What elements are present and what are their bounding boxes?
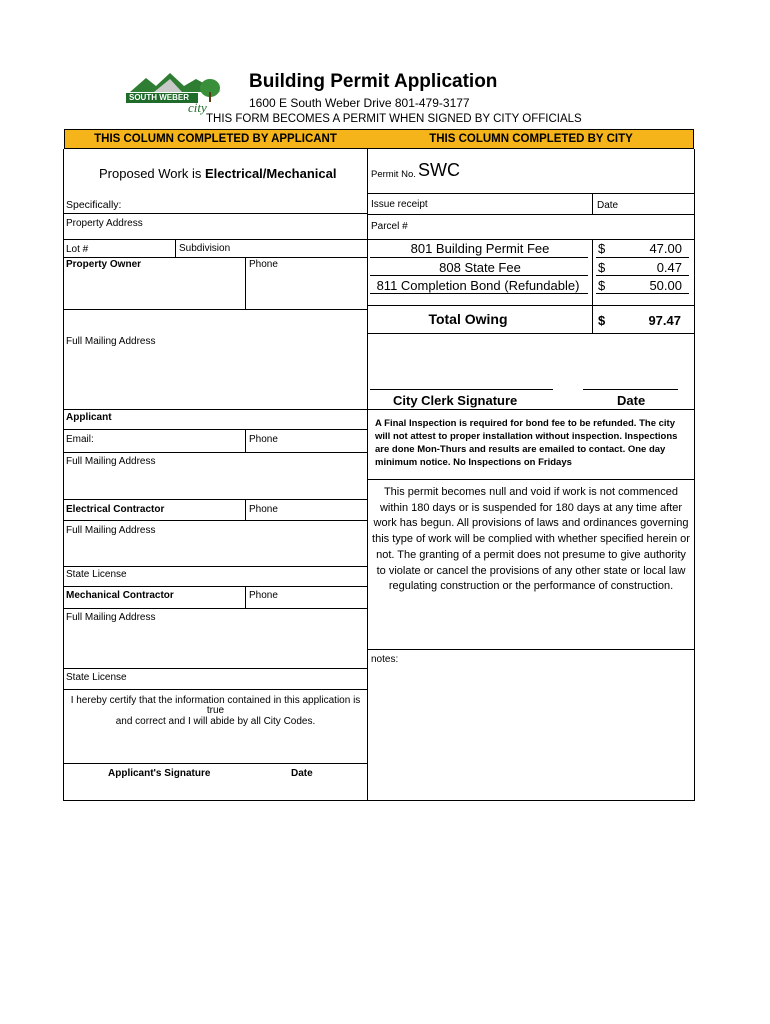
permit-no-label: Permit No. — [371, 169, 416, 180]
certification-line-1: I hereby certify that the information contained in this application is — [70, 695, 361, 706]
email-field[interactable]: Email: — [66, 434, 94, 445]
proposed-work-type: Electrical/Mechanical — [204, 166, 337, 181]
city-signature-date-field[interactable]: Date — [617, 393, 646, 408]
proposed-work-prefix: Proposed Work is — [99, 166, 205, 181]
property-owner-field[interactable]: Property Owner — [66, 259, 142, 270]
parcel-field[interactable]: Parcel # — [371, 221, 408, 232]
mechanical-state-license-field[interactable]: State License — [66, 672, 127, 683]
logo-text: SOUTH WEBER — [129, 93, 189, 102]
applicant-date-field[interactable]: Date — [291, 768, 313, 779]
permit-notice: THIS FORM BECOMES A PERMIT WHEN SIGNED BY CITY OFFICIALS — [206, 113, 582, 125]
fee-label-state: 808 State Fee — [439, 260, 521, 275]
electrical-mailing-address-field[interactable]: Full Mailing Address — [66, 525, 156, 536]
fee-amount-state: 0.47 — [656, 260, 682, 275]
city-column-header: THIS COLUMN COMPLETED BY CITY — [429, 133, 633, 145]
fee-label-building: 801 Building Permit Fee — [410, 241, 550, 256]
fee-amount-bond: 50.00 — [649, 278, 682, 293]
proposed-work-label — [99, 166, 336, 181]
specifically-field[interactable]: Specifically: — [66, 199, 122, 211]
applicant-signature-field[interactable]: Applicant's Signature — [108, 768, 211, 779]
inspection-note: A Final Inspection is required for bond fee to be refunded. The city will not attest to proper installation without inspection. Inspections are done Mon-Thurs and results are emailed to contact. One day minimum notice. No Inspections on Fridays — [375, 418, 678, 468]
mechanical-mailing-address-field[interactable]: Full Mailing Address — [66, 612, 156, 623]
logo-city-text: city — [188, 100, 207, 115]
applicant-column-header: THIS COLUMN COMPLETED BY APPLICANT — [94, 133, 337, 145]
page-title: Building Permit Application — [249, 71, 498, 92]
applicant-phone-field[interactable]: Phone — [249, 434, 278, 445]
mechanical-contractor-field[interactable]: Mechanical Contractor — [66, 590, 174, 601]
certification-line-3: and correct and I will abide by all City Codes. — [115, 716, 316, 727]
fee-currency-state: $ — [598, 260, 606, 275]
permit-no-value[interactable]: SWC — [418, 160, 460, 180]
subdivision-field[interactable]: Subdivision — [179, 243, 231, 254]
owner-mailing-address-field[interactable]: Full Mailing Address — [66, 336, 156, 347]
fee-currency-building: $ — [598, 241, 606, 256]
total-amount: 97.47 — [648, 313, 681, 328]
certification-line-2: true — [206, 705, 225, 716]
property-address-field[interactable]: Property Address — [66, 218, 143, 229]
issue-date-field[interactable]: Date — [597, 200, 619, 211]
notes-field[interactable]: notes: — [371, 654, 399, 665]
electrical-phone-field[interactable]: Phone — [249, 504, 278, 515]
applicant-field[interactable]: Applicant — [66, 412, 112, 423]
issue-receipt-field[interactable]: Issue receipt — [371, 199, 428, 210]
null-void-statement: This permit becomes null and void if work is not commenced within 180 days or is suspended for 180 days at any time after work has begun. All provisions of laws and ordinances governing this type of work will be complied with whether specified herein or not. The granting of a permit does not presume to give authority to violate or cancel the provisions of any other state or local law regulating construction or the performance of construction. — [372, 486, 690, 593]
fee-currency-bond: $ — [598, 278, 606, 293]
lot-field[interactable]: Lot # — [66, 244, 89, 255]
owner-phone-field[interactable]: Phone — [249, 259, 278, 270]
applicant-mailing-address-field[interactable]: Full Mailing Address — [66, 456, 156, 467]
mechanical-phone-field[interactable]: Phone — [249, 590, 278, 601]
electrical-state-license-field[interactable]: State License — [66, 569, 127, 580]
total-currency: $ — [598, 313, 606, 328]
total-owing-label: Total Owing — [428, 311, 508, 327]
fee-amount-building: 47.00 — [649, 241, 682, 256]
city-clerk-signature-field[interactable]: City Clerk Signature — [393, 393, 518, 408]
fee-label-bond: 811 Completion Bond (Refundable) — [376, 278, 580, 293]
city-address: 1600 E South Weber Drive 801-479-3177 — [249, 96, 470, 110]
electrical-contractor-field[interactable]: Electrical Contractor — [66, 504, 165, 515]
city-logo — [124, 68, 224, 118]
